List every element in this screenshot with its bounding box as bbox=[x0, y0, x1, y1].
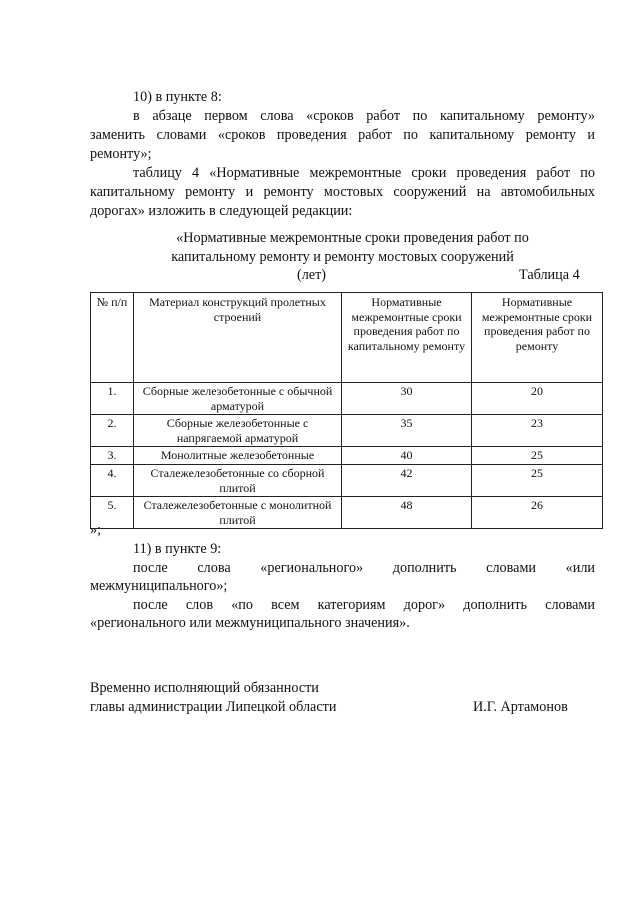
section11-p1-line2: межмуниципального»; bbox=[90, 578, 228, 594]
cell-repair: 23 bbox=[472, 415, 603, 447]
table-row bbox=[91, 415, 603, 447]
cell-capital: 48 bbox=[342, 497, 472, 529]
signature-position-line1: Временно исполняющий обязанности bbox=[90, 680, 319, 696]
header-repair: Нормативные межремонтные сроки проведения работ по ремонту bbox=[472, 293, 603, 383]
cell-material: Сталежелезобетонные со сборной плитой bbox=[134, 464, 342, 496]
section10-p2-line1: таблицу 4 «Нормативные межремонтные сроки проведения работ по bbox=[133, 165, 595, 181]
section11-p2-line2: «регионального или межмуниципального значения». bbox=[90, 615, 410, 631]
table-row bbox=[91, 383, 603, 415]
cell-num: 4. bbox=[91, 464, 134, 496]
cell-repair: 26 bbox=[472, 497, 603, 529]
header-capital: Нормативные межремонтные сроки проведения работ по капитальному ремонту bbox=[342, 293, 472, 383]
cell-num: 2. bbox=[91, 415, 134, 447]
section10-p1-line1: в абзаце первом слова «сроков работ по капитальному ремонту» bbox=[133, 108, 595, 124]
cell-material: Монолитные железобетонные bbox=[134, 447, 342, 465]
section11-heading: 11) в пункте 9: bbox=[133, 541, 222, 557]
cell-repair: 25 bbox=[472, 447, 603, 465]
table-title-line1: «Нормативные межремонтные сроки проведения работ по bbox=[176, 230, 529, 246]
table-unit: (лет) bbox=[297, 267, 327, 283]
signature-position-line2: главы администрации Липецкой области bbox=[90, 699, 337, 715]
cell-num: 3. bbox=[91, 447, 134, 465]
cell-material: Сборные железобетонные с обычной арматурой bbox=[134, 383, 342, 415]
cell-material: Сталежелезобетонные с монолитной плитой bbox=[134, 497, 342, 529]
table-row bbox=[91, 464, 603, 496]
cell-repair: 20 bbox=[472, 383, 603, 415]
table-header-row bbox=[91, 293, 603, 383]
cell-repair: 25 bbox=[472, 464, 603, 496]
section10-p2-line2: капитальному ремонту и ремонту мостовых сооружений на автомобильных bbox=[90, 184, 595, 200]
section10-p1-line2: заменить словами «сроков проведения работ по капитальному ремонту и bbox=[90, 127, 595, 143]
table-row bbox=[91, 497, 603, 529]
signatory-name: И.Г. Артамонов bbox=[473, 699, 568, 715]
table-row bbox=[91, 447, 603, 465]
section10-p2-line3: дорогах» изложить в следующей редакции: bbox=[90, 203, 353, 219]
section10-heading: 10) в пункте 8: bbox=[133, 89, 222, 105]
cell-capital: 40 bbox=[342, 447, 472, 465]
section10-p1-line3: ремонту»; bbox=[90, 146, 152, 162]
section11-p1-line1: после слова «регионального» дополнить словами «или bbox=[133, 560, 595, 576]
table-label: Таблица 4 bbox=[519, 267, 580, 283]
cell-capital: 35 bbox=[342, 415, 472, 447]
section11-p2-line1: после слов «по всем категориям дорог» дополнить словами bbox=[133, 597, 595, 613]
cell-capital: 42 bbox=[342, 464, 472, 496]
cell-capital: 30 bbox=[342, 383, 472, 415]
table-closing-quote: »; bbox=[90, 522, 102, 538]
cell-num: 5. bbox=[91, 497, 134, 529]
cell-material: Сборные железобетонные с напрягаемой арматурой bbox=[134, 415, 342, 447]
norms-table bbox=[90, 292, 603, 529]
table-title-line2: капитальному ремонту и ремонту мостовых сооружений bbox=[171, 249, 514, 265]
header-num: № п/п bbox=[91, 293, 134, 383]
header-material: Материал конструкций пролетных строений bbox=[134, 293, 342, 383]
cell-num: 1. bbox=[91, 383, 134, 415]
